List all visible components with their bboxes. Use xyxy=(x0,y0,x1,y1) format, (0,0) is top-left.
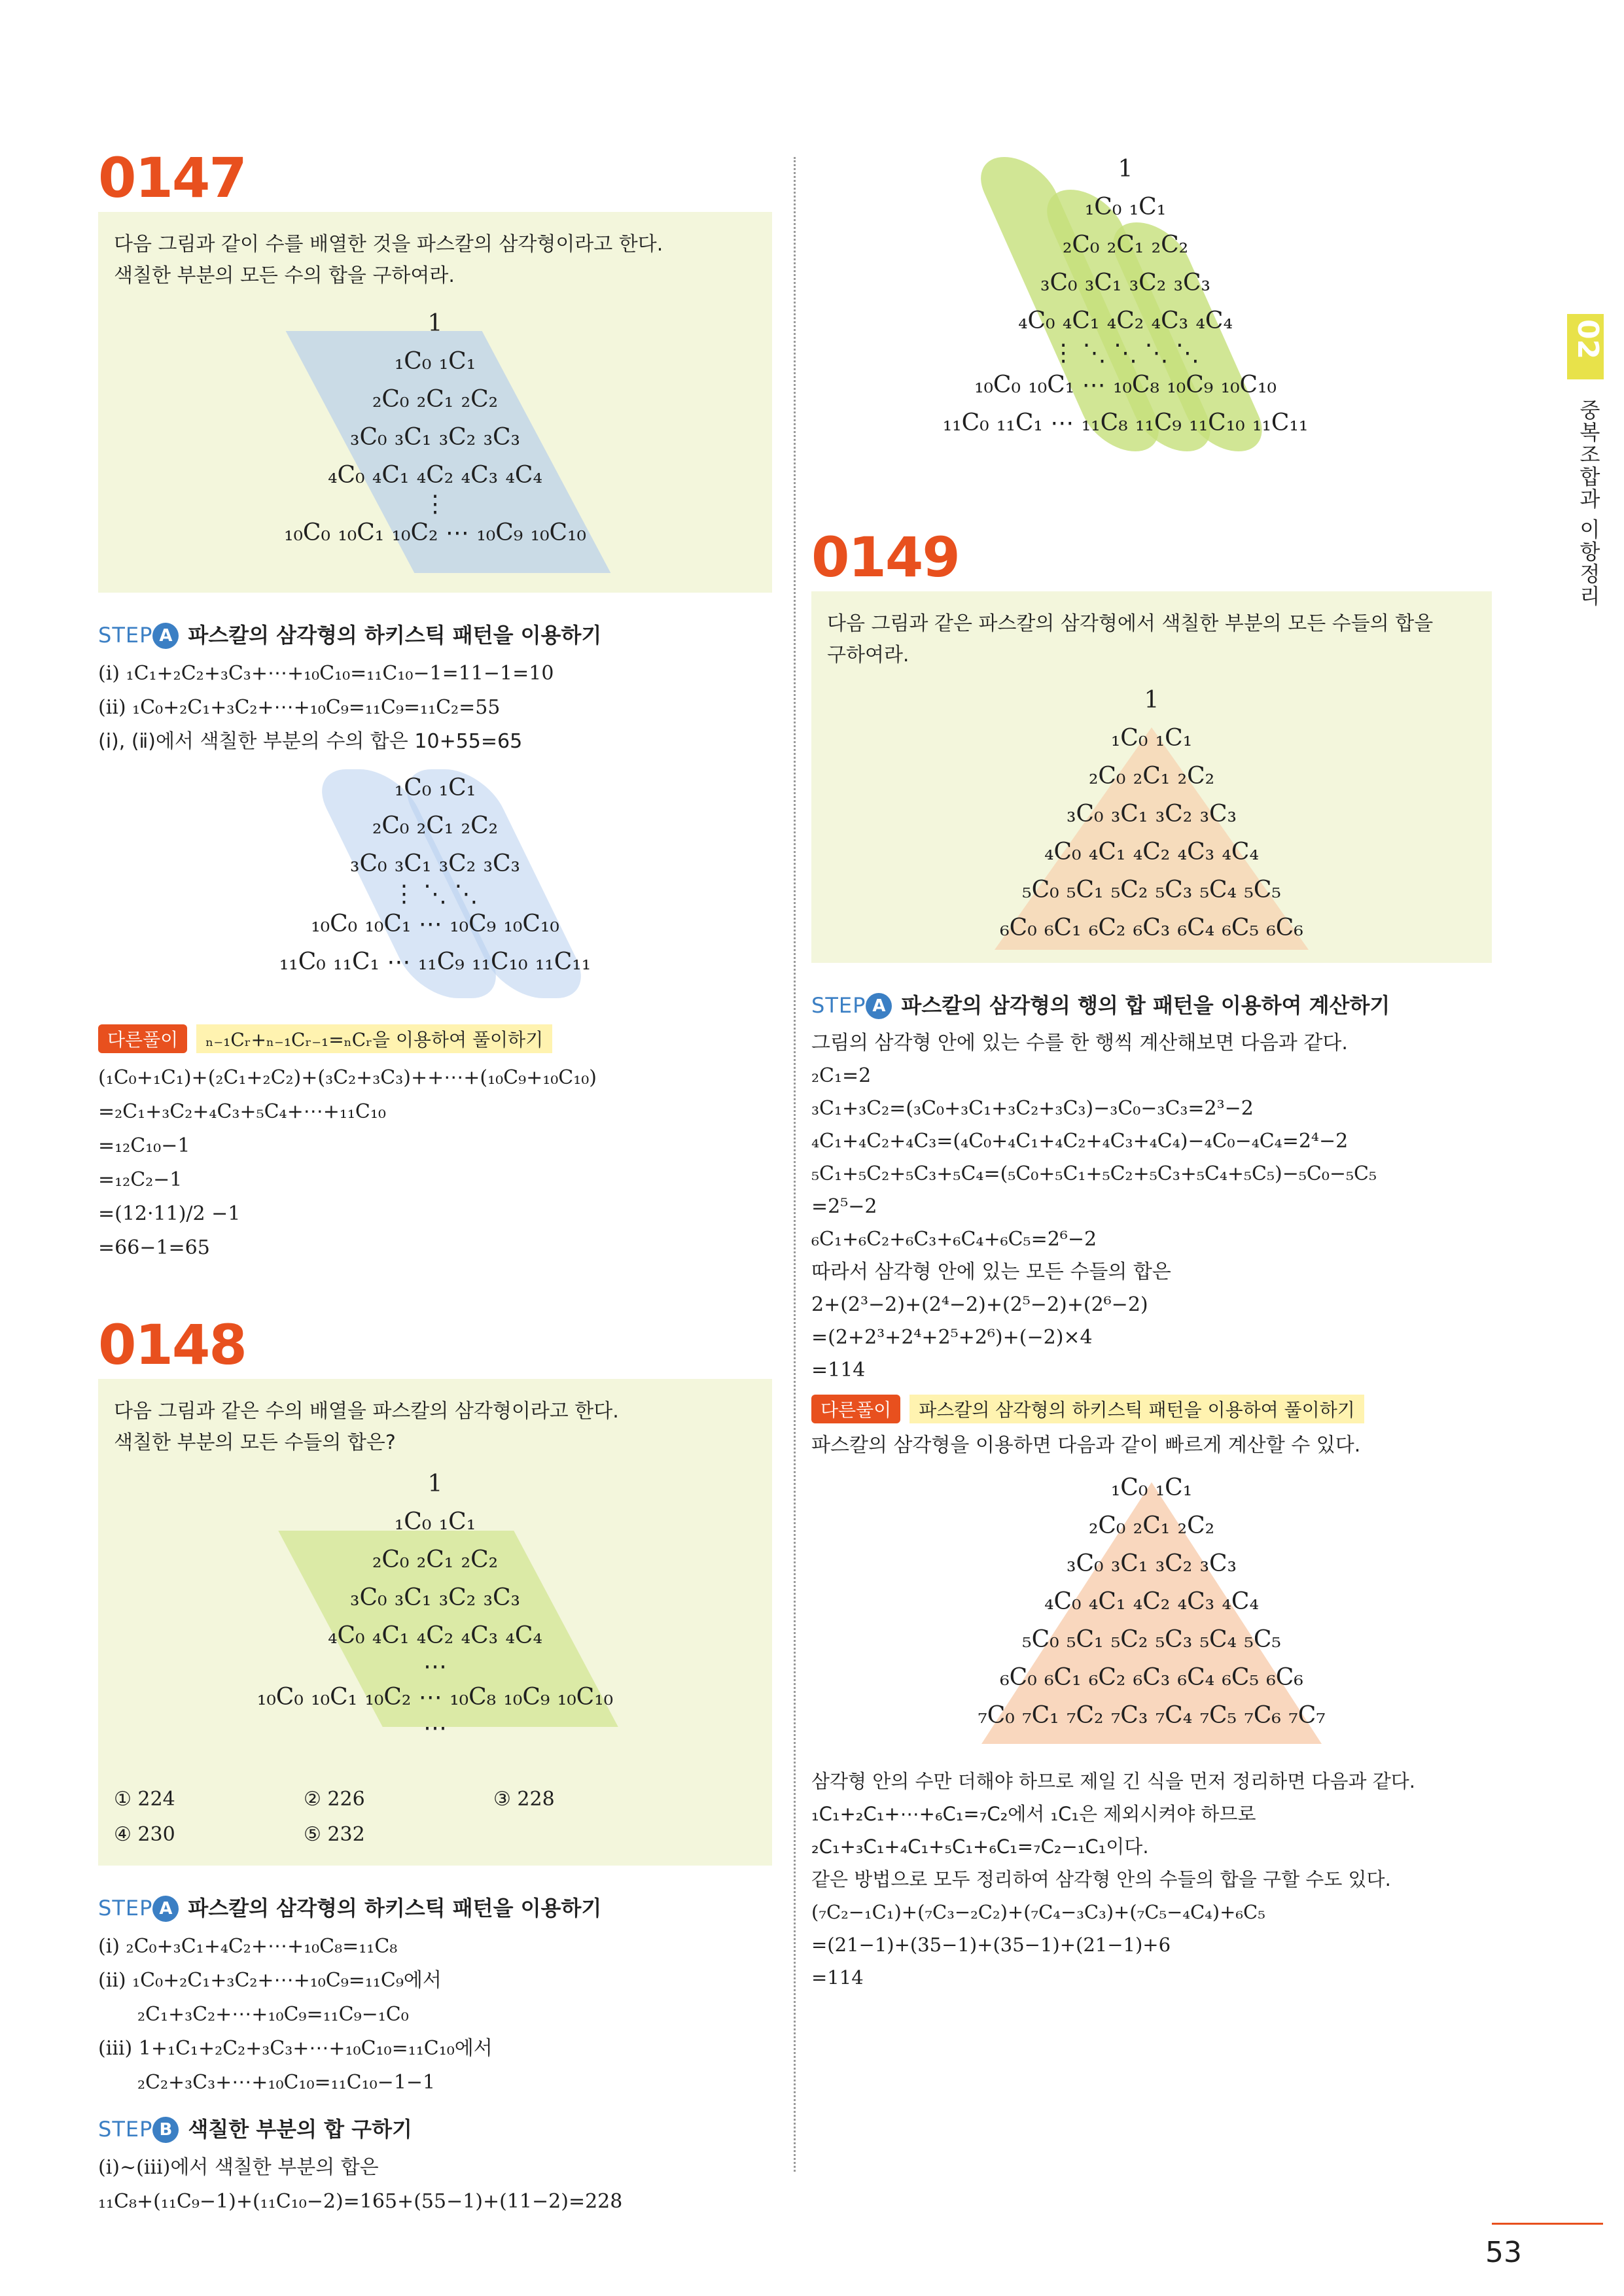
solution-line: ₆C₁+₆C₂+₆C₃+₆C₄+₆C₅=2⁶−2 xyxy=(811,1228,1097,1251)
triangle-row: ₁₁C₀ ₁₁C₁ ⋯ ₁₁C₉ ₁₁C₁₀ ₁₁C₁₁ xyxy=(279,948,591,975)
step-title: 파스칼의 삼각형의 행의 합 패턴을 이용하여 계산하기 xyxy=(901,993,1390,1018)
solution-line: (ⅲ) 1+₁C₁+₂C₂+₃C₃+⋯+₁₀C₁₀=₁₁C₁₀에서 xyxy=(98,2037,493,2060)
step-b-header: STEP B 색칠한 부분의 합 구하기 xyxy=(98,2117,412,2142)
chapter-title: 중복조합과 이항정리 xyxy=(1576,399,1601,608)
solution-line: =2⁵−2 xyxy=(811,1195,877,1218)
step-letter-badge: A xyxy=(152,623,179,649)
triangle-row: ₄C₀ ₄C₁ ₄C₂ ₄C₃ ₄C₄ xyxy=(1044,839,1259,865)
choice-4[interactable]: ④ 230 xyxy=(114,1823,175,1846)
solution-line: 삼각형 안의 수만 더해야 하므로 제일 긴 식을 먼저 정리하면 다음과 같다. xyxy=(811,1770,1416,1792)
alt-solution-lines xyxy=(811,1765,1492,1994)
solution-line: 같은 방법으로 모두 정리하여 삼각형 안의 수들의 합을 구할 수도 있다. xyxy=(811,1868,1391,1890)
triangle-row: ₁₀C₀ ₁₀C₁ ₁₀C₂ ⋯ ₁₀C₈ ₁₀C₉ ₁₀C₁₀ xyxy=(256,1684,614,1711)
problem-number: 0147 xyxy=(98,146,246,210)
alt-solution-lines xyxy=(98,1061,772,1265)
solution-line: ₂C₂+₃C₃+⋯+₁₀C₁₀=₁₁C₁₀−1−1 xyxy=(137,2071,436,2094)
solution-line: (₁C₀+₁C₁)+(₂C₁+₂C₂)+(₃C₂+₃C₃)++⋯+(₁₀C₉+₁₀C₁₀) xyxy=(98,1066,597,1089)
triangle-row: ₁₀C₀ ₁₀C₁ ₁₀C₂ ⋯ ₁₀C₉ ₁₀C₁₀ xyxy=(284,519,586,546)
alt-intro: 파스칼의 삼각형을 이용하면 다음과 같이 빠르게 계산할 수 있다. xyxy=(811,1434,1361,1457)
triangle-row: ₄C₀ ₄C₁ ₄C₂ ₄C₃ ₄C₄ xyxy=(1018,307,1233,334)
triangle-row: 1 xyxy=(427,310,443,337)
solution-lines xyxy=(98,2151,772,2219)
solution-line: ₁C₁+₂C₁+⋯+₆C₁=₇C₂에서 ₁C₁은 제외시켜야 하므로 xyxy=(811,1803,1256,1825)
step-title: 색칠한 부분의 합 구하기 xyxy=(188,2117,412,2142)
triangle-row: ₂C₀ ₂C₁ ₂C₂ xyxy=(372,386,499,413)
problem-number: 0148 xyxy=(98,1313,246,1377)
triangle-row: ₁C₀ ₁C₁ xyxy=(1110,1474,1193,1501)
triangle-row: 1 xyxy=(1144,687,1159,714)
pascal-triangle-0148-solution xyxy=(890,150,1361,458)
alt-title: 파스칼의 삼각형의 하키스틱 패턴을 이용하여 풀이하기 xyxy=(909,1395,1364,1423)
solution-lines xyxy=(98,1930,772,2100)
triangle-row: ₆C₀ ₆C₁ ₆C₂ ₆C₃ ₆C₄ ₆C₅ ₆C₆ xyxy=(1000,1664,1303,1691)
pascal-triangle-hockey xyxy=(232,769,638,1005)
triangle-row: ₃C₀ ₃C₁ ₃C₂ ₃C₃ xyxy=(1040,270,1210,296)
problem-number: 0149 xyxy=(811,525,959,589)
solution-line: =₂C₁+₃C₂+₄C₃+₅C₄+⋯+₁₁C₁₀ xyxy=(98,1100,386,1123)
solution-line: =(21−1)+(35−1)+(35−1)+(21−1)+6 xyxy=(811,1934,1171,1956)
step-a-header: STEP A 파스칼의 삼각형의 행의 합 패턴을 이용하여 계산하기 xyxy=(811,993,1390,1018)
pascal-triangle xyxy=(252,305,618,580)
step-title: 파스칼의 삼각형의 하키스틱 패턴을 이용하기 xyxy=(188,1896,602,1921)
left-column xyxy=(98,146,772,2219)
triangle-row: ₂C₀ ₂C₁ ₂C₂ xyxy=(372,1546,499,1573)
triangle-row: ₁₁C₀ ₁₁C₁ ⋯ ₁₁C₈ ₁₁C₉ ₁₁C₁₀ ₁₁C₁₁ xyxy=(942,409,1309,436)
alt-label: 다른풀이 xyxy=(98,1024,187,1053)
chapter-tab xyxy=(1567,314,1604,379)
triangle-row: ₆C₀ ₆C₁ ₆C₂ ₆C₃ ₆C₄ ₆C₅ ₆C₆ xyxy=(1000,914,1303,941)
triangle-row: ₃C₀ ₃C₁ ₃C₂ ₃C₃ xyxy=(350,424,520,451)
solution-line: =66−1=65 xyxy=(98,1236,210,1259)
solution-line: ₃C₁+₃C₂=(₃C₀+₃C₁+₃C₂+₃C₃)−₃C₀−₃C₃=2³−2 xyxy=(811,1097,1254,1120)
triangle-row: ₇C₀ ₇C₁ ₇C₂ ₇C₃ ₇C₄ ₇C₅ ₇C₆ ₇C₇ xyxy=(978,1702,1326,1729)
problem-0148 xyxy=(98,1313,772,2219)
solution-line: ₂C₁+₃C₂+⋯+₁₀C₉=₁₁C₉−₁C₀ xyxy=(137,2003,409,2026)
problem-0147 xyxy=(98,146,772,1265)
triangle-row: ₃C₀ ₃C₁ ₃C₂ ₃C₃ xyxy=(350,1584,520,1611)
solution-line: ₁₁C₈+(₁₁C₉−1)+(₁₁C₁₀−2)=165+(55−1)+(11−2)=228 xyxy=(98,2190,623,2213)
solution-line: =(2+2³+2⁴+2⁵+2⁶)+(−2)×4 xyxy=(811,1326,1093,1349)
triangle-row: ₄C₀ ₄C₁ ₄C₂ ₄C₃ ₄C₄ xyxy=(328,1622,542,1649)
pascal-triangle-hockey xyxy=(942,1469,1361,1757)
triangle-row: ₁C₀ ₁C₁ xyxy=(394,1508,476,1535)
solution-line: (ⅰ), (ⅱ)에서 색칠한 부분의 수의 합은 10+55=65 xyxy=(98,730,523,753)
triangle-row: ₃C₀ ₃C₁ ₃C₂ ₃C₃ xyxy=(1067,801,1237,827)
alternative-solution-header xyxy=(811,1395,1492,1423)
triangle-row: ₁₀C₀ ₁₀C₁ ⋯ ₁₀C₉ ₁₀C₁₀ xyxy=(311,911,559,937)
footer-rule xyxy=(1492,2223,1603,2225)
triangle-row: ⋯ xyxy=(423,1653,447,1680)
choice-2[interactable]: ② 226 xyxy=(304,1788,365,1811)
solution-line: =114 xyxy=(811,1966,864,1989)
solution-line: (ⅰ)~(ⅲ)에서 색칠한 부분의 합은 xyxy=(98,2156,379,2179)
triangle-row: ₅C₀ ₅C₁ ₅C₂ ₅C₃ ₅C₄ ₅C₅ xyxy=(1022,1626,1281,1653)
triangle-row: ₃C₀ ₃C₁ ₃C₂ ₃C₃ xyxy=(350,850,520,877)
step-letter-badge: A xyxy=(152,1896,179,1922)
triangle-row: ⋮ ⋱ ⋱ ⋱ ⋱ xyxy=(1051,339,1199,366)
pascal-triangle xyxy=(226,1465,644,1766)
question-line: 색칠한 부분의 모든 수들의 합은? xyxy=(114,1431,396,1454)
question-line: 다음 그림과 같은 파스칼의 삼각형에서 색칠한 부분의 모든 수들의 합을 xyxy=(827,612,1434,635)
solution-line: (ⅰ) ₁C₁+₂C₂+₃C₃+⋯+₁₀C₁₀=₁₁C₁₀−1=11−1=10 xyxy=(98,662,554,685)
triangle-row: ₃C₀ ₃C₁ ₃C₂ ₃C₃ xyxy=(1067,1550,1237,1577)
choice-3[interactable]: ③ 228 xyxy=(493,1788,555,1811)
triangle-row: ⋮ xyxy=(423,491,447,517)
solution-line: =₁₂C₁₀−1 xyxy=(98,1134,190,1157)
question-box xyxy=(98,1379,772,1866)
solution-line: =(12·11)/2 −1 xyxy=(98,1202,241,1225)
triangle-row: ₁C₀ ₁C₁ xyxy=(394,348,476,375)
step-letter-badge: A xyxy=(866,993,892,1019)
choice-1[interactable]: ① 224 xyxy=(114,1788,175,1811)
triangle-row: ₅C₀ ₅C₁ ₅C₂ ₅C₃ ₅C₄ ₅C₅ xyxy=(1022,877,1281,903)
solution-line: ₅C₁+₅C₂+₅C₃+₅C₄=(₅C₀+₅C₁+₅C₂+₅C₃+₅C₄+₅C₅)−₅C₀−₅C₅ xyxy=(811,1162,1377,1185)
question-box xyxy=(98,212,772,593)
triangle-row: ₁₀C₀ ₁₀C₁ ⋯ ₁₀C₈ ₁₀C₉ ₁₀C₁₀ xyxy=(974,372,1277,398)
triangle-row: ₂C₀ ₂C₁ ₂C₂ xyxy=(372,812,499,839)
step-letter-badge: B xyxy=(152,2117,179,2143)
column-divider xyxy=(794,157,796,2172)
solution-line: (ⅱ) ₁C₀+₂C₁+₃C₂+⋯+₁₀C₉=₁₁C₉=₁₁C₂=55 xyxy=(98,696,501,719)
solution-line: =₁₂C₂−1 xyxy=(98,1168,183,1191)
problem-0149 xyxy=(811,525,1492,1994)
solution-line: 그림의 삼각형 안에 있는 수를 한 행씩 계산해보면 다음과 같다. xyxy=(811,1032,1348,1054)
triangle-row: ₂C₀ ₂C₁ ₂C₂ xyxy=(1088,1512,1215,1539)
triangle-row: ₂C₀ ₂C₁ ₂C₂ xyxy=(1062,232,1189,258)
triangle-row: ₄C₀ ₄C₁ ₄C₂ ₄C₃ ₄C₄ xyxy=(1044,1588,1259,1615)
question-line: 다음 그림과 같은 수의 배열을 파스칼의 삼각형이라고 한다. xyxy=(114,1400,619,1423)
solution-line: ₂C₁=2 xyxy=(811,1064,872,1087)
step-a-header: STEP A 파스칼의 삼각형의 하키스틱 패턴을 이용하기 xyxy=(98,1896,602,1921)
choice-5[interactable]: ⑤ 232 xyxy=(304,1823,365,1846)
solution-line: ₄C₁+₄C₂+₄C₃=(₄C₀+₄C₁+₄C₂+₄C₃+₄C₄)−₄C₀−₄C₄=2⁴−2 xyxy=(811,1130,1349,1153)
question-line: 구하여라. xyxy=(827,644,909,667)
solution-lines xyxy=(811,1027,1492,1387)
solution-line: (ⅰ) ₂C₀+₃C₁+₄C₂+⋯+₁₀C₈=₁₁C₈ xyxy=(98,1935,398,1958)
solution-line: 2+(2³−2)+(2⁴−2)+(2⁵−2)+(2⁶−2) xyxy=(811,1293,1148,1316)
alternative-solution-header xyxy=(98,1024,772,1053)
step-title: 파스칼의 삼각형의 하키스틱 패턴을 이용하기 xyxy=(188,623,602,648)
page-number: 53 xyxy=(1485,2236,1522,2269)
triangle-row: ₁C₀ ₁C₁ xyxy=(1110,725,1193,752)
alt-label: 다른풀이 xyxy=(811,1395,900,1423)
triangle-row: ₁C₀ ₁C₁ xyxy=(394,774,476,801)
solution-line: =114 xyxy=(811,1359,866,1382)
question-box xyxy=(811,591,1492,963)
chapter-number: 02 xyxy=(1571,319,1604,360)
question-line: 다음 그림과 같이 수를 배열한 것을 파스칼의 삼각형이라고 한다. xyxy=(114,233,663,256)
pascal-triangle xyxy=(968,682,1335,950)
solution-line: 따라서 삼각형 안에 있는 모든 수들의 합은 xyxy=(811,1261,1171,1283)
triangle-row: 1 xyxy=(1118,156,1133,183)
triangle-row: ₄C₀ ₄C₁ ₄C₂ ₄C₃ ₄C₄ xyxy=(328,462,542,489)
answer-choices xyxy=(114,1782,756,1852)
solution-lines xyxy=(98,657,772,759)
triangle-row: ₁C₀ ₁C₁ xyxy=(1084,194,1167,220)
triangle-row: ₂C₀ ₂C₁ ₂C₂ xyxy=(1088,763,1215,790)
solution-line: (ⅱ) ₁C₀+₂C₁+₃C₂+⋯+₁₀C₉=₁₁C₉에서 xyxy=(98,1969,442,1992)
step-a-header: STEP A 파스칼의 삼각형의 하키스틱 패턴을 이용하기 xyxy=(98,623,602,648)
solution-line: (₇C₂−₁C₁)+(₇C₃−₂C₂)+(₇C₄−₃C₃)+(₇C₅−₄C₄)+₆C₅ xyxy=(811,1901,1265,1923)
question-line: 색칠한 부분의 모든 수의 합을 구하여라. xyxy=(114,264,455,287)
triangle-row: ⋯ xyxy=(423,1714,447,1741)
triangle-row: ⋮ ⋱ ⋱ xyxy=(392,880,478,907)
right-column xyxy=(811,150,1492,1994)
solution-line: ₂C₁+₃C₁+₄C₁+₅C₁+₆C₁=₇C₂−₁C₁이다. xyxy=(811,1835,1149,1858)
alt-title: ₙ₋₁Cᵣ+ₙ₋₁Cᵣ₋₁=ₙCᵣ을 이용하여 풀이하기 xyxy=(196,1024,552,1053)
triangle-row: 1 xyxy=(427,1470,443,1497)
